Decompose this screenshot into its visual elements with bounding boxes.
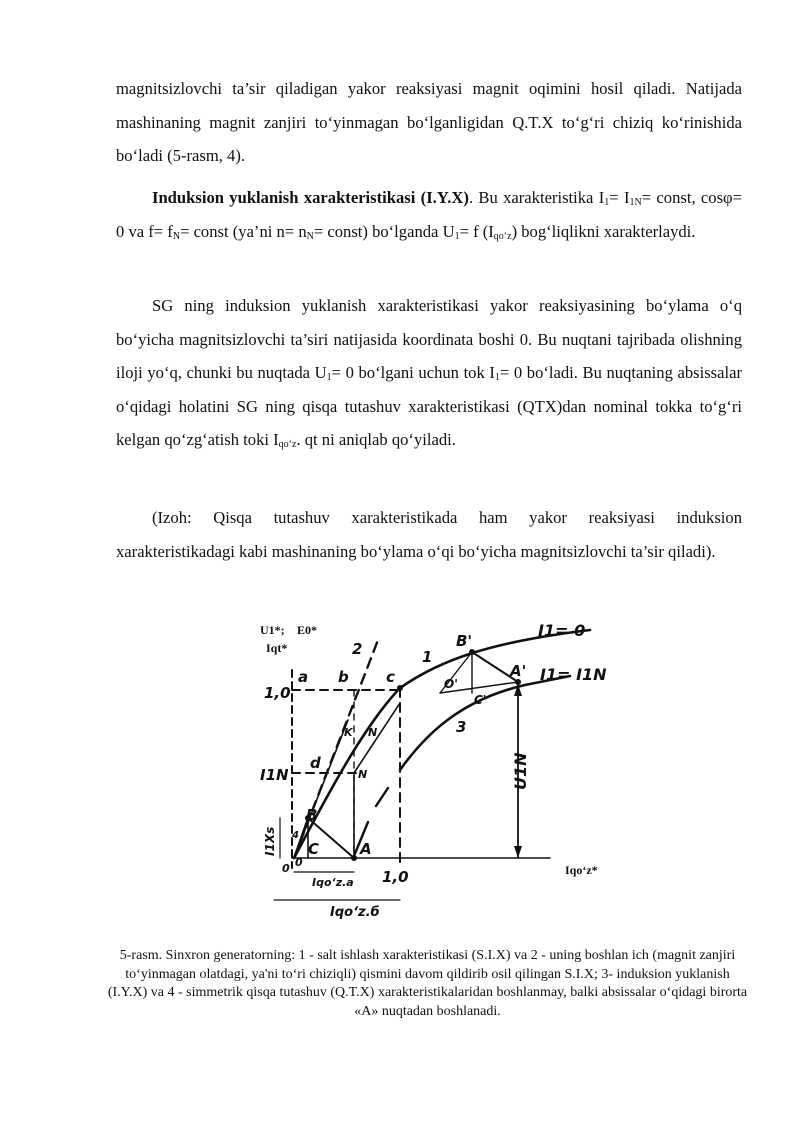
paragraph-magnetizing-effect (116, 72, 742, 173)
subscript: 1 (454, 230, 460, 242)
point-d-small: d (310, 754, 321, 772)
text-run: . qt ni aniqlab qo‘yiladi. (296, 430, 456, 449)
curve-3-inductive (400, 676, 570, 770)
diagram-svg (250, 610, 620, 930)
point-c-dot (397, 685, 403, 691)
y-axis-label-2: Iqt* (266, 641, 288, 655)
text-run: SG ning induksion yuklanish xarakteristikasi yakor reaksiyasining bo‘ylama o‘q bo‘yicha magnitsizlovchi ta’siri natijasida koordinata boshi 0. Bu nuqtani tajribada olishning iloji yo‘q, chunki bu nuqtada U (116, 296, 742, 382)
label-iqoz-b: Iqo‘z.б (330, 905, 380, 920)
subscript: N (306, 230, 314, 242)
point-a-dot (351, 855, 357, 861)
curve-3-label: 3 (456, 718, 467, 736)
figure-characteristics-diagram (250, 610, 620, 930)
paragraph-iyx-definition (116, 181, 742, 248)
subscript: 1 (326, 372, 332, 383)
label-ixs: I1Xs (263, 826, 277, 856)
point-k-label: K (344, 726, 353, 739)
point-b-small: b (338, 668, 349, 686)
paragraph-text: (Izoh: Qisqa tutashuv xarakteristikada ham yakor reaksiyasi induksion xarakteristikadagi kabi mashinaning bo‘ylama o‘qi bo‘yicha magnitsizlovchi ta’sir qiladi). (116, 508, 742, 561)
label-i1-nominal: I1= I1N (540, 665, 607, 684)
point-n-label-2: N (368, 726, 378, 739)
point-o-prime-label: O' (444, 677, 458, 691)
subscript: N (172, 230, 181, 242)
subscript: qo‘z (278, 439, 297, 450)
section-heading: Induksion yuklanish xarakteristikasi (I.Y.X) (152, 188, 469, 207)
subscript: 1N (629, 197, 642, 208)
text-run: = const) bo‘lganda U (313, 221, 455, 241)
tick-y-i1n: I1N (260, 766, 289, 784)
subscript: 1 (604, 197, 610, 208)
paragraph-iyx-origin (116, 289, 742, 457)
figure-caption: 5-rasm. Sinxron generatorning: 1 - salt ishlash xarakteristikasi (S.I.X) va 2 - uning boshlan ich (magnit zanjiri to‘yinmagan olatdagi, ya'ni to‘ri chiziqli) qismini davom qildirib osil qilingan S.I.X; 3- induksion yuklanish (I.Y.X) va 4 - simmetrik qisqa tutashuv (Q.T.X) xarakteristikalaridan boshlanmay, balki absissalar o‘qidagi birorta «A» nuqtadan boshlanadi. (107, 948, 748, 1019)
subscript: qo‘z (493, 230, 512, 242)
text-run: = const (ya’ni n= n (180, 221, 307, 241)
curve-1-label: 1 (422, 648, 433, 666)
paragraph-note (116, 501, 742, 568)
tick-x-1-0: 1,0 (382, 868, 409, 886)
label-u1n: U1N (511, 752, 530, 790)
text-run: ) bog‘liqlikni xarakterlaydi. (511, 221, 696, 241)
subscript: 1 (494, 372, 500, 383)
label-iqoz-a: Iqo‘z.a (312, 876, 354, 889)
curve-2-label: 2 (352, 640, 363, 658)
text-run: . Bu xarakteristika I (468, 188, 605, 207)
y-axis-label-e0: E0* (297, 623, 318, 637)
point-a-small: a (298, 668, 309, 686)
point-b-prime-label: B' (456, 632, 473, 650)
label-i1-zero: I1= 0 (538, 621, 586, 640)
text-run: = f (I (459, 221, 494, 241)
arrowhead-down (514, 846, 522, 858)
point-a-label: A (360, 840, 372, 858)
text-run: = 0 bo‘lgani uchun tok I (331, 363, 495, 382)
x-axis-label: Iqo‘z* (565, 863, 598, 877)
text-run: = const, cosφ= 0 va f= f (116, 188, 742, 241)
point-n-label: N (358, 768, 368, 781)
point-a-prime-label: A' (510, 662, 527, 680)
origin-label-2: 0 (295, 856, 303, 869)
text-run: = 0 bo‘ladi. Bu nuqtaning absissalar o‘qidagi holatini SG ning qisqa tutashuv xarakteristikasi (QTX)dan nominal tokka to‘g‘ri kelgan qo‘zg‘atish toki I (116, 363, 742, 449)
y-axis-label: U1*; (260, 623, 285, 637)
tick-y-1-0: 1,0 (264, 684, 291, 702)
point-c-prime-label: C' (474, 693, 487, 707)
point-c-label: C (308, 840, 320, 858)
point-b-label: B (306, 806, 318, 824)
curve-4-label: 4 (292, 830, 299, 841)
text-run: = I (609, 188, 630, 207)
origin-label: 0 (282, 862, 290, 875)
point-c-small: c (386, 668, 395, 686)
paragraph-text: magnitsizlovchi ta’sir qiladigan yakor reaksiyasi magnit oqimini hosil qiladi. Natijada mashinaning magnit zanjiri to‘yinmagan bo‘lganligidan Q.T.X to‘g‘ri chiziq ko‘rinishida bo‘ladi (5-rasm, 4). (116, 79, 742, 165)
